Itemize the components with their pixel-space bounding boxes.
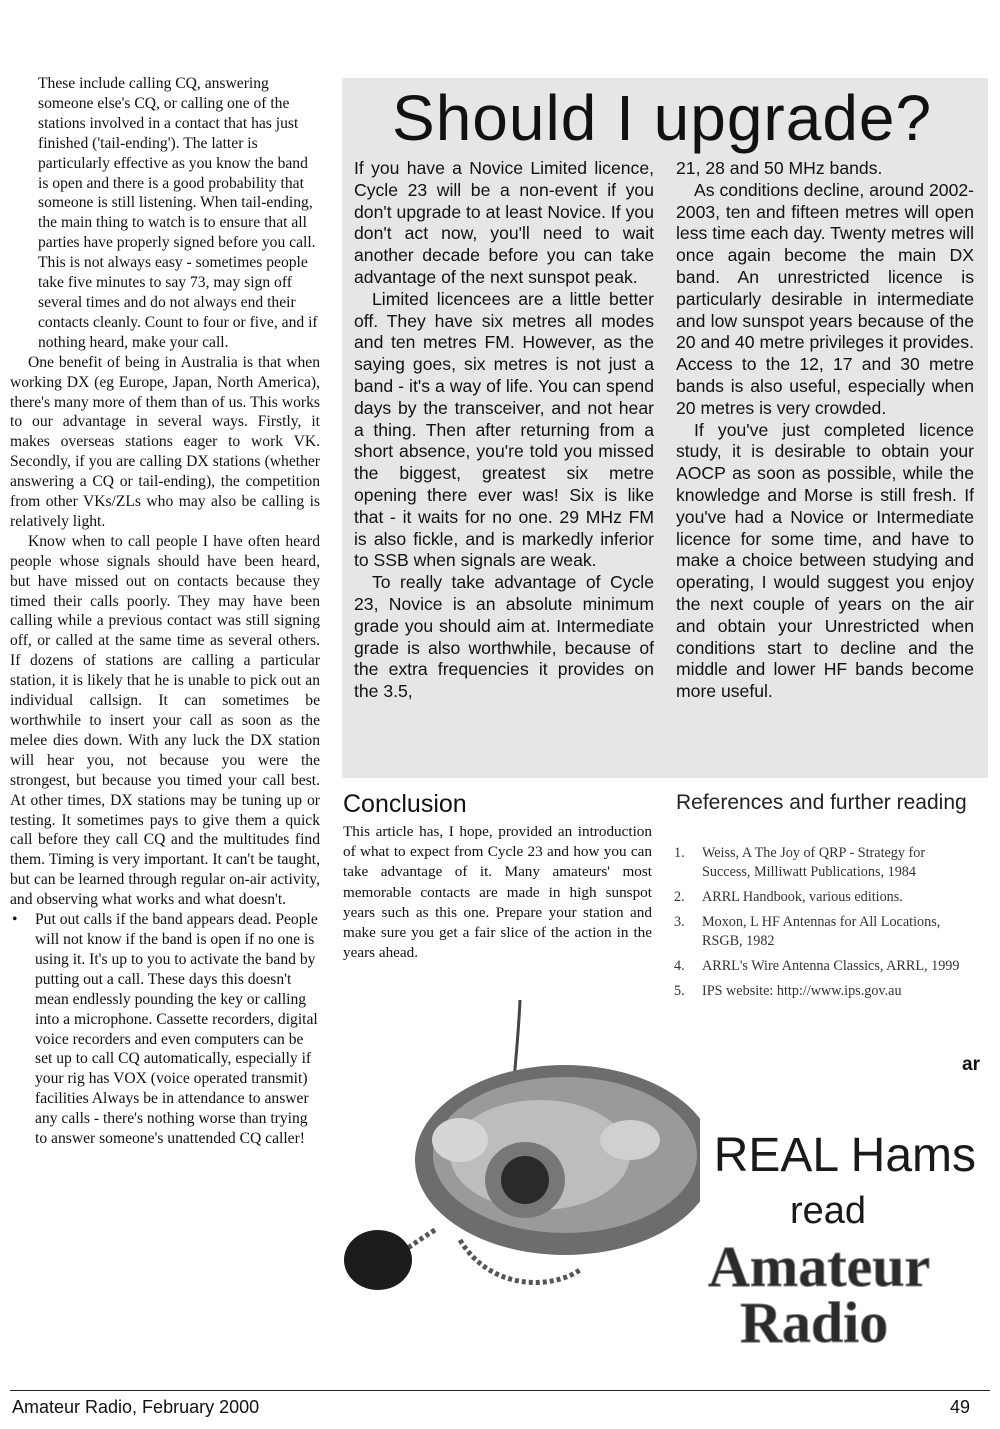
reference-text: ARRL's Wire Antenna Classics, ARRL, 1999 <box>702 958 960 974</box>
left-column <box>10 74 320 1149</box>
reference-text: Moxon, L HF Antennas for All Locations, RSGB, 1982 <box>702 914 941 949</box>
box-paragraph-6: If you've just completed licence study, it is desirable to obtain your AOCP as soon as possible, while the knowledge and Morse is still fresh. If you've had a Novice or Intermediate licence for some time, and have to make a choice between studying and operating, I would suggest you enjoy the next couple of years on the air and obtain your Unrestricted when conditions start to decline and the middle and lower HF bands become more useful. <box>676 419 974 702</box>
reference-text: Weiss, A The Joy of QRP - Strategy for Success, Milliwatt Publications, 1984 <box>702 845 926 880</box>
conclusion-body: This article has, I hope, provided an introduction of what to expect from Cycle 23 and how you can take advantage of it. Many amateurs' most memorable contacts are made in high sunspot years such as this one. Prepare your station and make sure you get a fair slice of the action in the years ahead. <box>343 823 652 962</box>
page-number: 49 <box>950 1397 971 1417</box>
reference-number: 1. <box>674 845 685 861</box>
reference-text: IPS website: http://www.ips.gov.au <box>702 983 902 999</box>
amateur-radio-logo <box>700 1230 990 1350</box>
footer-rule <box>10 1390 990 1391</box>
box-paragraph-2: Limited licencees are a little better off. They have six metres all modes and ten metres FM. However, as the saying goes, six metres is not just a band - it's a way of life. You can spend days by the transceiver, and not hear a thing. Then after returning from a short absence, you're told you missed the biggest, greatest six metre opening there ever was! Six is like that - it waits for no one. 29 MHz FM is also fickle, and is markedly inferior to SSB when signals are weak. <box>354 288 654 571</box>
box-title: Should I upgrade? <box>392 82 933 154</box>
left-paragraph-3: Know when to call people I have often heard people whose signals should have been heard, but have missed out on contacts because they timed their calls poorly. They may have been calling while a previous contact was still signing off, or called at the same time as several others. If dozens of stations are calling a particular station, it is likely that he is unable to pick out an individual callsign. It can sometimes be worthwhile to insert your call as soon as the melee dies down. With any luck the DX station will hear you, not because you were the strongest, but because you timed your call best. At other times, DX stations may be tuning up or testing. It sometimes pays to give them a quick call before they call CQ and the multitudes find them. Timing is very important. It can't be taught, but can be learned through regular on-air activity, and observing what works and what doesn't. <box>10 532 320 909</box>
reference-item <box>674 844 974 882</box>
conclusion-heading: Conclusion <box>343 790 467 818</box>
reference-number: 3. <box>674 914 685 930</box>
bullet-symbol: • <box>12 911 18 929</box>
box-column-2 <box>676 158 974 703</box>
bullet-item <box>10 910 320 1149</box>
reference-item <box>674 957 974 976</box>
logo-line-radio: Radio <box>740 1290 889 1350</box>
handheld-radio-illustration <box>340 990 700 1320</box>
references-heading: References and further reading <box>676 791 967 814</box>
reference-text: ARRL Handbook, various editions. <box>702 889 903 905</box>
ad-headline: REAL Hams <box>713 1129 976 1182</box>
footer-publication: Amateur Radio, February 2000 <box>12 1397 260 1417</box>
box-column-1 <box>354 158 654 703</box>
references-list <box>674 844 974 1007</box>
reference-item <box>674 888 974 907</box>
box-paragraph-1: If you have a Novice Limited licence, Cycle 23 will be a non-event if you don't upgrade to at least Novice. If you don't act now, you'll need to wait another decade before you can take advantage of the next sunspot peak. <box>354 158 654 287</box>
left-paragraph-2: One benefit of being in Australia is that when working DX (eg Europe, Japan, North America), there's many more of them than of us. This works to our advantage in several ways. Firstly, it makes overseas stations eager to work VK. Secondly, if you are calling DX stations (whether answering a CQ or tail-ending), the competition from other VKs/ZLs who may also be calling is relatively light. <box>10 353 320 530</box>
reference-item <box>674 982 974 1001</box>
reference-number: 5. <box>674 983 685 999</box>
reference-number: 4. <box>674 958 685 974</box>
end-mark: ar <box>962 1054 980 1075</box>
left-paragraph-1: These include calling CQ, answering someone else's CQ, or calling one of the stations involved in a contact that has just finished ('tail-ending'). The latter is particularly effective as you know the band is open and there is a good probability that someone is still listening. When tail-ending, the main thing to watch is to ensure that all parties have properly signed before you call. This is not always easy - sometimes people take five minutes to say 73, may sign off several times and do not always end their contacts cleanly. Count to four or five, and if nothing heard, make your call. <box>38 75 318 351</box>
bullet-text: Put out calls if the band appears dead. People will not know if the band is open if no one is using it. It's up to you to activate the band by putting out a call. These days this doesn't mean endlessly pounding the key or calling into a microphone. Cassette recorders, digital voice recorders and even computers can be set up to call CQ automatically, especially if your rig has VOX (voice operated transmit) facilities Always be in attendance to answer any calls - there's nothing worse than trying to answer someone's unattended CQ caller! <box>35 911 318 1148</box>
box-paragraph-3: To really take advantage of Cycle 23, Novice is an absolute minimum grade you should aim at. Intermediate grade is also worthwhile, because of the extra frequencies it provides on the 3.5, <box>354 572 654 702</box>
box-paragraph-5: As conditions decline, around 2002-2003, ten and fifteen metres will open less time each day. Twenty metres will once again become the main DX band. An unrestricted licence is particularly desirable in intermediate and low sunspot years because of the 20 and 40 metre privileges it provides. Access to the 12, 17 and 30 metre bands is also useful, especially when 20 metres is very crowded. <box>676 179 974 418</box>
ad-subline: read <box>789 1190 867 1232</box>
box-paragraph-4: 21, 28 and 50 MHz bands. <box>676 158 883 178</box>
reference-number: 2. <box>674 889 685 905</box>
reference-item <box>674 913 974 951</box>
logo-line-amateur: Amateur <box>708 1234 931 1299</box>
